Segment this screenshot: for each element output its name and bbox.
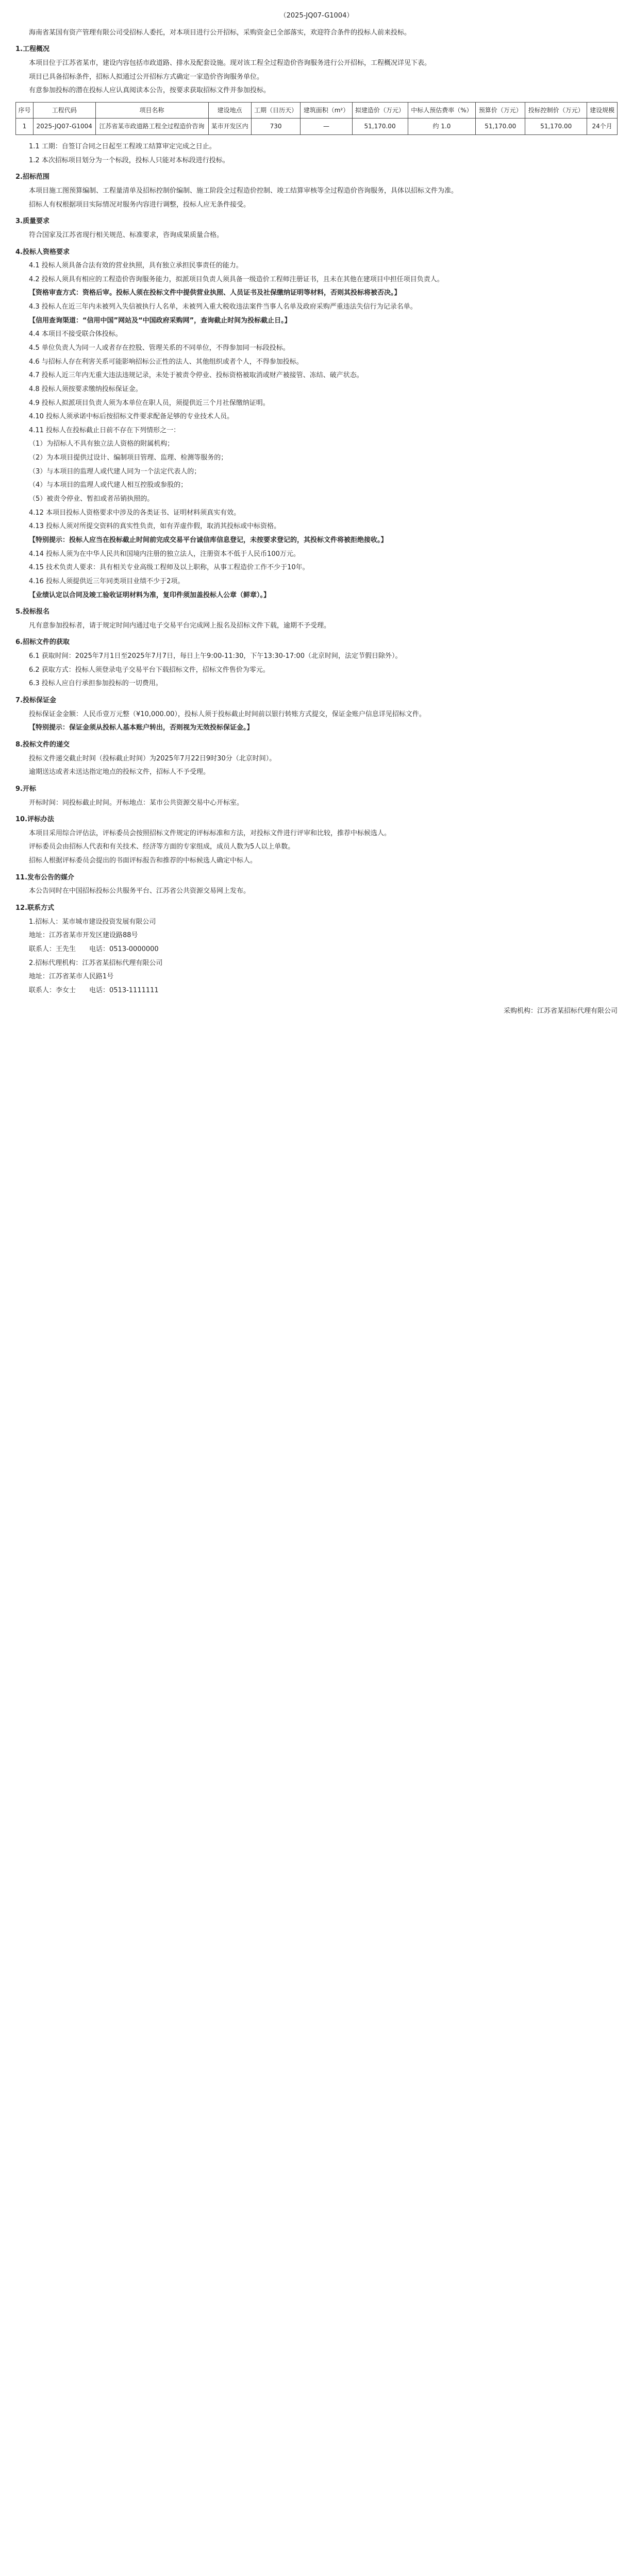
highlight-note: 【业绩认定以合同及竣工验收证明材料为准，复印件须加盖投标人公章（鲜章）。】 bbox=[29, 591, 271, 599]
requirement-item: 4.7 投标人近三年内无重大违法违规记录，未处于被责令停业、投标资格被取消或财产被接管、冻结、破产状态。 bbox=[29, 371, 363, 380]
paragraph: 有意参加投标的潜在投标人应认真阅读本公告，按要求获取招标文件并参加投标。 bbox=[29, 87, 271, 95]
list-item: （2）为本项目提供过设计、编制项目管理、监理、检测等服务的； bbox=[29, 454, 228, 462]
requirement-item: 4.5 单位负责人为同一人或者存在控股、管理关系的不同单位，不得参加同一标段投标。 bbox=[29, 344, 290, 352]
doc-number: （2025-JQ07-G1004） bbox=[279, 12, 354, 20]
requirement-item: 4.8 投标人须按要求缴纳投标保证金。 bbox=[29, 385, 142, 393]
contact-line: 地址：江苏省某市开发区建设路88号 bbox=[29, 931, 138, 940]
requirement-item: 4.3 投标人在近三年内未被列入失信被执行人名单，未被列入重大税收违法案件当事人名单及政府采购严重违法失信行为记录名单。 bbox=[29, 303, 417, 311]
table-cell: 江苏省某市政道路工程全过程造价咨询 bbox=[95, 118, 208, 135]
table-cell: 51,170.00 bbox=[352, 118, 408, 135]
section-title: 1.工程概况 bbox=[15, 45, 49, 54]
paragraph: 本公告同时在中国招标投标公共服务平台、江苏省公共资源交易网上发布。 bbox=[29, 887, 251, 895]
paragraph: 投标保证金金额：人民币壹万元整（¥10,000.00），投标人须于投标截止时间前以银行转账方式提交，保证金账户信息详见招标文件。 bbox=[29, 710, 426, 718]
table-header: 工期（日历天） bbox=[251, 102, 301, 118]
table-header: 投标控制价（万元） bbox=[525, 102, 587, 118]
section-title: 5.投标报名 bbox=[15, 608, 49, 616]
requirement-item: 4.11 投标人在投标截止日前不存在下列情形之一： bbox=[29, 426, 180, 434]
section-title: 2.招标范围 bbox=[15, 173, 49, 181]
requirement-item: 4.2 投标人须具有相应的工程造价咨询服务能力，拟派项目负责人须具备一级造价工程师注册证书，且未在其他在建项目中担任项目负责人。 bbox=[29, 275, 444, 283]
section-title: 9.开标 bbox=[15, 785, 36, 793]
paragraph: 开标时间：同投标截止时间。开标地点：某市公共资源交易中心开标室。 bbox=[29, 799, 244, 807]
table-header: 预算价（万元） bbox=[476, 102, 525, 118]
contact-line: 1.招标人：某市城市建设投资发展有限公司 bbox=[29, 918, 156, 926]
table-header: 建设规模 bbox=[587, 102, 618, 118]
table-header: 序号 bbox=[16, 102, 34, 118]
table-header: 工程代码 bbox=[33, 102, 95, 118]
table-cell: 1 bbox=[16, 118, 34, 135]
section-title: 12.联系方式 bbox=[15, 904, 55, 912]
intro-paragraph: 海南省某国有资产管理有限公司受招标人委托，对本项目进行公开招标，采购资金已全部落实，欢迎符合条件的投标人前来投标。 bbox=[29, 28, 411, 37]
contact-line: 联系人：李女士 电话：0513-1111111 bbox=[29, 986, 159, 994]
section-title: 8.投标文件的递交 bbox=[15, 740, 70, 749]
requirement-item: 4.4 本项目不接受联合体投标。 bbox=[29, 330, 122, 338]
requirement-item: 4.6 与招标人存在利害关系可能影响招标公正性的法人、其他组织或者个人，不得参加投标。 bbox=[29, 358, 303, 366]
paragraph: 6.3 投标人应自行承担参加投标的一切费用。 bbox=[29, 680, 162, 688]
document-footer bbox=[15, 1005, 618, 1019]
paragraph: 招标人根据评标委员会提出的书面评标报告和推荐的中标候选人确定中标人。 bbox=[29, 857, 257, 865]
requirement-item: 4.1 投标人须具备合法有效的营业执照，具有独立承担民事责任的能力。 bbox=[29, 262, 243, 270]
highlight-note: 【信用查询渠道：“信用中国”网站及“中国政府采购网”，查询截止时间为投标截止日。】 bbox=[29, 316, 291, 325]
paragraph: 投标文件递交截止时间（投标截止时间）为2025年7月22日9时30分（北京时间）。 bbox=[29, 754, 276, 762]
table-cell: — bbox=[301, 118, 352, 135]
table-header-row bbox=[16, 102, 618, 118]
issuing-organization: 采购机构：江苏省某招标代理有限公司 bbox=[503, 1007, 618, 1015]
table-cell: 24个月 bbox=[587, 118, 618, 135]
paragraph: 评标委员会由招标人代表和有关技术、经济等方面的专家组成，成员人数为5人以上单数。 bbox=[29, 843, 295, 851]
paragraph: 6.2 获取方式：投标人须登录电子交易平台下载招标文件，招标文件售价为零元。 bbox=[29, 666, 270, 674]
requirement-item: 4.12 本项目投标人资格要求中涉及的各类证书、证明材料须真实有效。 bbox=[29, 509, 241, 517]
paragraph: 6.1 获取时间：2025年7月1日至2025年7月7日，每日上午9:00-11:30，下午13:30-17:00（北京时间，法定节假日除外）。 bbox=[29, 652, 402, 660]
table-cell: 2025-JQ07-G1004 bbox=[33, 118, 95, 135]
highlight-note: 【特别提示：投标人应当在投标截止时间前完成交易平台诚信库信息登记，未按要求登记的，其投标文件将被拒绝接收。】 bbox=[29, 536, 388, 544]
requirement-item: 4.10 投标人须承诺中标后按招标文件要求配备足够的专业技术人员。 bbox=[29, 413, 234, 421]
requirement-item: 4.14 投标人须为在中华人民共和国境内注册的独立法人，注册资本不低于人民币100万元。 bbox=[29, 550, 300, 558]
paragraph: 符合国家及江苏省现行相关规范、标准要求，咨询成果质量合格。 bbox=[29, 231, 224, 239]
table-cell: 约 1.0 bbox=[408, 118, 476, 135]
list-item: （4）与本项目的监理人或代建人相互控股或参股的； bbox=[29, 481, 188, 489]
table-header: 项目名称 bbox=[95, 102, 208, 118]
contact-line: 地址：江苏省某市人民路1号 bbox=[29, 973, 114, 981]
requirement-item: 4.16 投标人须提供近三年同类项目业绩不少于2项。 bbox=[29, 577, 185, 585]
highlight-note: 【资格审查方式：资格后审。投标人须在投标文件中提供营业执照、人员证书及社保缴纳证明等材料，否则其投标将被否决。】 bbox=[29, 289, 401, 297]
list-item: （5）被责令停业、暂扣或者吊销执照的。 bbox=[29, 495, 154, 503]
paragraph: 项目已具备招标条件，招标人拟通过公开招标方式确定一家造价咨询服务单位。 bbox=[29, 73, 264, 81]
table-cell: 51,170.00 bbox=[476, 118, 525, 135]
section-title: 11.发布公告的媒介 bbox=[15, 873, 75, 882]
paragraph: 本项目施工图预算编制、工程量清单及招标控制价编制、施工阶段全过程造价控制、竣工结算审核等全过程造价咨询服务，具体以招标文件为准。 bbox=[29, 187, 458, 195]
section-title: 10.评标办法 bbox=[15, 816, 55, 824]
list-item: （3）与本项目的监理人或代建人同为一个法定代表人的； bbox=[29, 467, 201, 476]
section-title: 7.投标保证金 bbox=[15, 697, 56, 705]
section-title: 3.质量要求 bbox=[15, 217, 49, 226]
table-header: 中标人预估费率（%） bbox=[408, 102, 476, 118]
document-body bbox=[15, 9, 618, 1019]
section-title: 4.投标人资格要求 bbox=[15, 248, 70, 256]
project-info-table bbox=[15, 102, 618, 135]
table-cell: 730 bbox=[251, 118, 301, 135]
paragraph: 本项目采用综合评估法，评标委员会按照招标文件规定的评标标准和方法，对投标文件进行评审和比较，推荐中标候选人。 bbox=[29, 829, 391, 837]
table-cell: 51,170.00 bbox=[525, 118, 587, 135]
table-header: 拟建造价（万元） bbox=[352, 102, 408, 118]
table-header: 建筑面积（m²） bbox=[301, 102, 352, 118]
paragraph: 招标人有权根据项目实际情况对服务内容进行调整，投标人应无条件接受。 bbox=[29, 200, 251, 209]
table-cell: 某市开发区内 bbox=[208, 118, 251, 135]
paragraph: 1.1 工期：自签订合同之日起至工程竣工结算审定完成之日止。 bbox=[29, 143, 216, 151]
paragraph: 1.2 本次招标项目划分为一个标段，投标人只能对本标段进行投标。 bbox=[29, 156, 229, 164]
requirement-item: 4.9 投标人拟派项目负责人须为本单位在职人员，须提供近三个月社保缴纳证明。 bbox=[29, 399, 270, 407]
list-item: （1）为招标人不具有独立法人资格的附属机构； bbox=[29, 440, 174, 448]
paragraph: 凡有意参加投标者，请于规定时间内通过电子交易平台完成网上报名及招标文件下载，逾期不予受理。 bbox=[29, 621, 331, 630]
contact-line: 2.招标代理机构：江苏省某招标代理有限公司 bbox=[29, 959, 163, 967]
paragraph: 逾期送达或者未送达指定地点的投标文件，招标人不予受理。 bbox=[29, 768, 210, 776]
section-title: 6.招标文件的获取 bbox=[15, 638, 70, 647]
requirement-item: 4.15 技术负责人要求：具有相关专业高级工程师及以上职称，从事工程造价工作不少于10年。 bbox=[29, 564, 309, 572]
highlight-note: 【特别提示：保证金须从投标人基本账户转出，否则视为无效投标保证金。】 bbox=[29, 724, 254, 732]
paragraph: 本项目位于江苏省某市，建设内容包括市政道路、排水及配套设施。现对该工程全过程造价咨询服务进行公开招标，工程概况详见下表。 bbox=[29, 59, 431, 67]
table-row bbox=[16, 118, 618, 135]
contact-line: 联系人：王先生 电话：0513-0000000 bbox=[29, 945, 159, 953]
requirement-item: 4.13 投标人须对所提交资料的真实性负责，如有弄虚作假，取消其投标或中标资格。 bbox=[29, 522, 281, 531]
table-header: 建设地点 bbox=[208, 102, 251, 118]
